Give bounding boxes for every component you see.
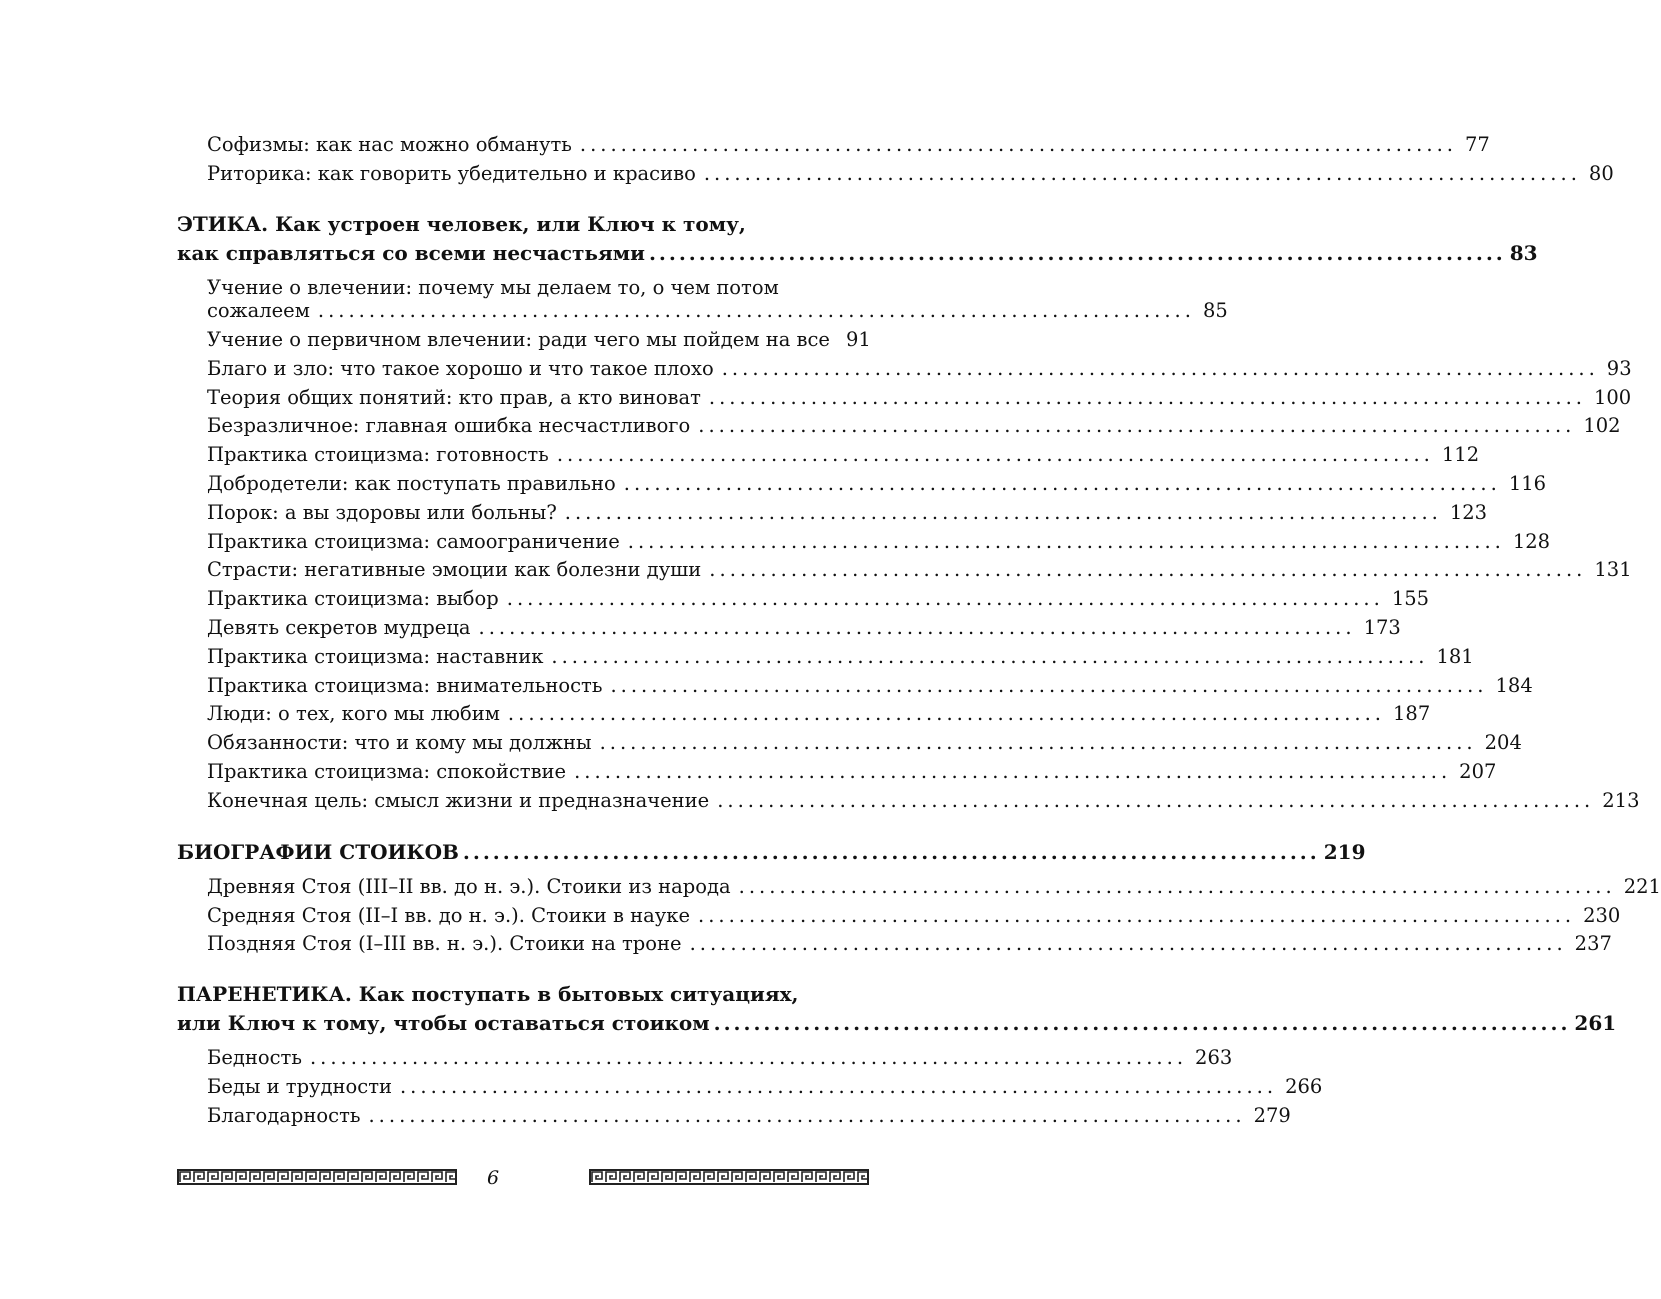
toc-entry-page: 279 (1253, 1104, 1291, 1127)
leader-dots: ...................................................................................... (462, 840, 1320, 864)
toc-entry-page: 128 (1512, 529, 1551, 553)
toc-entry (207, 642, 1474, 671)
section-heading-page: 219 (1323, 840, 1366, 864)
toc-entry-page: 77 (1464, 133, 1490, 156)
leader-dots: ...................................................................................... (717, 788, 1595, 812)
toc-entry-label: Обязанности: что и кому мы должны (207, 731, 592, 755)
toc-entry (207, 786, 1640, 815)
toc-entry-label: Практика стоицизма: спокойствие (207, 760, 567, 783)
toc-entry-page: 80 (1588, 162, 1614, 185)
toc-entry-label: Страсти: негативные эмоции как болезни души (207, 558, 702, 582)
toc-entry (207, 411, 1621, 440)
toc-entry (207, 383, 1632, 412)
greek-key-ornament-left (177, 1169, 457, 1185)
toc-entry-label: Девять секретов мудреца (207, 616, 471, 639)
toc-entry-page: 181 (1436, 644, 1474, 668)
leader-dots: ...................................................................................... (708, 385, 1586, 409)
leader-dots: ...................................................................................... (689, 932, 1567, 955)
toc-entry (207, 929, 1612, 958)
section-heading-ethics-line1: ЭТИКА. Как устроен человек, или Ключ к тому, (177, 212, 746, 236)
leader-dots: ...................................................................................... (579, 133, 1457, 156)
toc-entry-label: Благодарность (207, 1104, 361, 1127)
leader-dots: ...................................................................................... (507, 702, 1385, 726)
toc-entry-label: Поздняя Стоя (I–III вв. н. э.). Стоики на троне (207, 932, 682, 955)
toc-entry-page: 221 (1623, 875, 1661, 898)
toc-entry-page: 100 (1593, 385, 1632, 409)
toc-entry-page: 237 (1574, 932, 1612, 955)
toc-entry-label: Бедность (207, 1046, 302, 1069)
section-heading-label: или Ключ к тому, чтобы оставаться стоиком (177, 1011, 710, 1035)
leader-dots: ...................................................................................... (599, 731, 1477, 755)
leader-dots: ...................................................................................... (317, 299, 1195, 322)
toc-entry-label: Средняя Стоя (II–I вв. до н. э.). Стоики в науке (207, 903, 691, 927)
toc-entry (207, 159, 1614, 188)
toc-entry-label: Благо и зло: что такое хорошо и что такое плохо (207, 356, 714, 380)
toc-entry-page: 131 (1594, 558, 1632, 582)
leader-dots: ...................................................................................... (309, 1046, 1188, 1069)
leader-dots: ...................................................................................... (709, 558, 1587, 582)
toc-entry (207, 527, 1551, 556)
toc-entry (207, 325, 869, 354)
toc-entry-label: Порок: а вы здоровы или больны? (207, 500, 557, 524)
leader-dots: ...................................................................................... (738, 875, 1616, 898)
toc-entry-page: 155 (1391, 587, 1430, 611)
toc-entry-page: 213 (1602, 788, 1640, 812)
toc-entry-label: Практика стоицизма: самоограничение (207, 529, 620, 553)
section-heading-label: БИОГРАФИИ СТОИКОВ (177, 840, 459, 864)
toc-entry (207, 1072, 1323, 1101)
leader-dots: ...................................................................................... (574, 760, 1452, 783)
toc-entry-page: 230 (1583, 903, 1621, 927)
toc-entry (207, 469, 1547, 498)
toc-entry-page: 85 (1202, 299, 1228, 322)
toc-entry-page: 123 (1449, 500, 1488, 524)
leader-dots: ...................................................................................... (368, 1104, 1246, 1127)
toc-entry (207, 901, 1621, 930)
toc-entry (207, 728, 1522, 757)
toc-entry-page: 184 (1495, 673, 1533, 697)
toc-entry (207, 757, 1497, 786)
toc-entry (207, 354, 1632, 383)
section-heading-label: как справляться со всеми несчастьями (177, 241, 645, 265)
section-heading-biographies (177, 838, 1366, 867)
toc-entry-page: 266 (1285, 1075, 1323, 1098)
page-footer (0, 1166, 986, 1190)
toc-entry (207, 440, 1480, 469)
toc-entry (207, 296, 1228, 325)
toc-entry-label: Беды и трудности (207, 1075, 392, 1098)
greek-key-icon (591, 1171, 867, 1183)
toc-entry (207, 699, 1431, 728)
toc-entry-label: Практика стоицизма: готовность (207, 443, 549, 467)
toc-entry (207, 1043, 1233, 1072)
toc-entry (207, 130, 1490, 159)
leader-dots: ...................................................................................... (648, 241, 1506, 265)
leader-dots: ...................................................................................... (610, 673, 1488, 697)
toc-entry-label: Древняя Стоя (III–II вв. до н. э.). Стоики из народа (207, 875, 731, 898)
leader-dots: ...................................................................................... (698, 903, 1576, 927)
leader-dots: ...................................................................................... (627, 529, 1505, 553)
section-heading-page: 83 (1509, 241, 1538, 265)
toc-entry-label: Конечная цель: смысл жизни и предназначение (207, 788, 710, 812)
toc-entry-label: Безразличное: главная ошибка несчастливого (207, 414, 691, 438)
toc-entry-label-line1: Учение о влечении: почему мы делаем то, о чем потом (207, 276, 779, 299)
section-heading-parenetics (177, 1009, 1617, 1038)
toc-entry-page: 102 (1583, 414, 1621, 438)
toc-entry (207, 555, 1632, 584)
toc-entry-label: Софизмы: как нас можно обмануть (207, 133, 572, 156)
toc-entry-page: 116 (1508, 472, 1547, 495)
leader-dots: ...................................................................................... (721, 356, 1599, 380)
toc-entry-page: 207 (1459, 760, 1497, 783)
leader-dots: ...................................................................................... (564, 500, 1442, 524)
leader-dots: ...................................................................................... (399, 1075, 1278, 1098)
toc-entry-page: 91 (845, 328, 871, 351)
toc-entry-page: 173 (1363, 616, 1401, 639)
toc-entry-label: Учение о первичном влечении: ради чего мы пойдем на все (207, 328, 830, 351)
toc-entry-page: 187 (1393, 702, 1431, 726)
greek-key-ornament-right (589, 1169, 869, 1185)
toc-entry-page: 263 (1195, 1046, 1233, 1069)
toc-entry-page: 93 (1606, 356, 1632, 380)
toc-entry (207, 671, 1533, 700)
toc-entry-label: Люди: о тех, кого мы любим (207, 702, 500, 726)
toc-entry-page: 112 (1441, 443, 1480, 467)
section-heading-page: 261 (1574, 1011, 1617, 1035)
toc-entry (207, 584, 1430, 613)
toc-entry (207, 872, 1661, 901)
toc-entry-label: Практика стоицизма: наставник (207, 644, 544, 668)
toc-entry (207, 498, 1488, 527)
section-heading-ethics (177, 239, 1538, 268)
leader-dots: ...................................................................................... (703, 162, 1581, 185)
leader-dots: ...................................................................................... (478, 616, 1356, 639)
leader-dots: ...................................................................................... (713, 1011, 1571, 1035)
leader-dots: ...................................................................................... (506, 587, 1384, 611)
leader-dots: ...................................................................................... (556, 443, 1434, 467)
leader-dots: ...................................................................................... (698, 414, 1576, 438)
toc-entry-label: сожалеем (207, 299, 310, 322)
leader-dots: ...................................................................................... (623, 472, 1501, 495)
toc-entry-label: Риторика: как говорить убедительно и красиво (207, 162, 696, 185)
toc-entry-label: Добродетели: как поступать правильно (207, 472, 616, 495)
toc-entry-label: Практика стоицизма: выбор (207, 587, 499, 611)
toc-entry-page: 204 (1484, 731, 1522, 755)
section-heading-parenetics-line1: ПАРЕНЕТИКА. Как поступать в бытовых ситуациях, (177, 982, 799, 1006)
toc-entry (207, 1101, 1291, 1130)
page-number: 6 (486, 1167, 500, 1189)
toc-entry-label: Практика стоицизма: внимательность (207, 673, 603, 697)
greek-key-icon (179, 1171, 455, 1183)
toc-entry (207, 613, 1401, 642)
leader-dots: ...................................................................................... (551, 644, 1429, 668)
toc-entry-label: Теория общих понятий: кто прав, а кто виноват (207, 385, 701, 409)
